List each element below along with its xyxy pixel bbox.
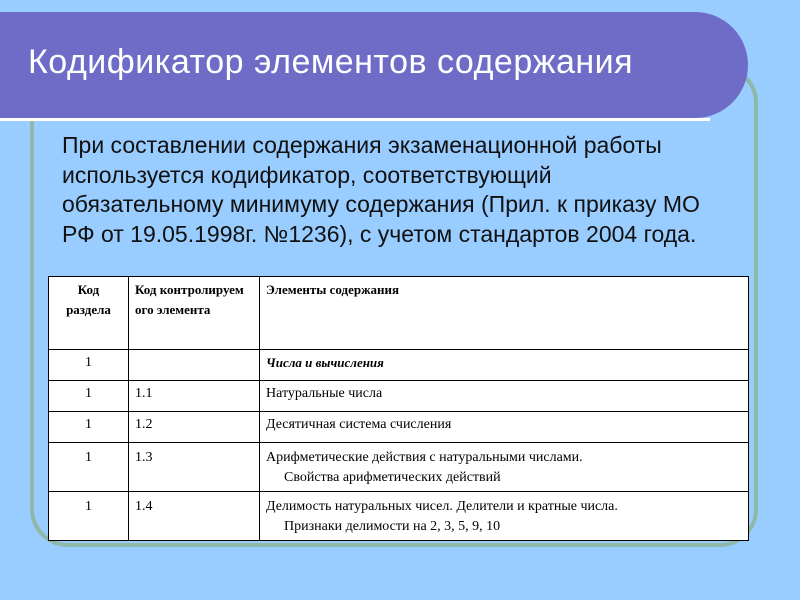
header-section-code: Код раздела [49,277,129,350]
table-header-row [49,277,749,350]
cell-section: 1 [49,381,129,412]
title-underline [0,118,710,121]
cell-element [260,443,749,492]
table-row [49,443,749,492]
cell-code [129,350,260,381]
cell-element: Десятичная система счисления [260,412,749,443]
codifier-table [48,276,749,541]
header-content-elements: Элементы содержания [260,277,749,350]
cell-element [260,492,749,541]
table-row [49,350,749,381]
cell-section: 1 [49,350,129,381]
cell-section: 1 [49,412,129,443]
header-element-code: Код контролируем ого элемента [129,277,260,350]
cell-element-line1: Делимость натуральных чисел. Делители и кратные числа. [266,499,618,514]
cell-code: 1.1 [129,381,260,412]
title-band [0,12,748,118]
slide-title: Кодификатор элементов содержания [28,43,634,81]
cell-element: Натуральные числа [260,381,749,412]
table-row [49,412,749,443]
cell-element-line2: Признаки делимости на 2, 3, 5, 9, 10 [284,519,501,534]
cell-section: 1 [49,443,129,492]
cell-element: Числа и вычисления [260,350,749,381]
cell-code: 1.3 [129,443,260,492]
cell-code: 1.4 [129,492,260,541]
table-row [49,381,749,412]
cell-element-line1: Арифметические действия с натуральными числами. [266,450,583,465]
cell-code: 1.2 [129,412,260,443]
cell-element-line2: Свойства арифметических действий [284,470,501,485]
intro-paragraph: При составлении содержания экзаменационной работы используется кодификатор, соответствующий обязательному минимуму содержания (Прил. к приказу МО РФ от 19.05.1998г. №1236), с учетом стандартов 2004 года. [62,132,700,247]
cell-section: 1 [49,492,129,541]
table-row [49,492,749,541]
